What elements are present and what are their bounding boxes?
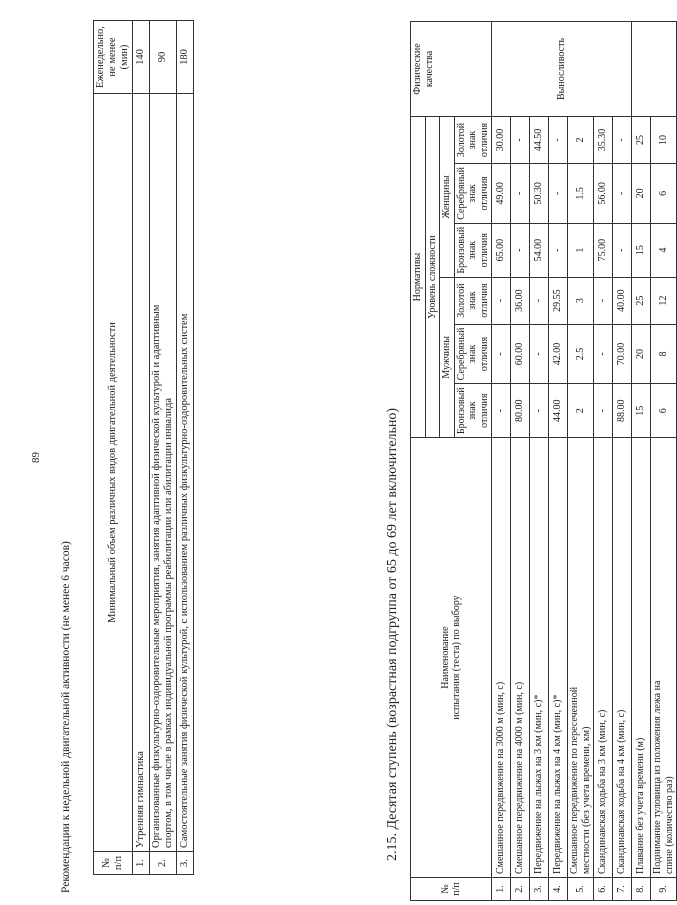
norm-value: 6: [651, 164, 677, 224]
norm-value: 54.00: [530, 223, 549, 277]
test-name: Смешанное передвижение на 4000 м (мин, с): [511, 438, 530, 878]
norm-value: -: [511, 164, 530, 224]
norm-value: 6: [651, 384, 677, 438]
test-name: Скандинавская ходьба на 3 км (мин, с): [594, 438, 613, 878]
norm-value: 88.00: [613, 384, 632, 438]
recommendations-title: Рекомендации к недельной двигательной активности (не менее 6 часов): [60, 541, 72, 893]
norm-value: 49.00: [492, 164, 511, 224]
norm-value: 56.00: [594, 164, 613, 224]
norm-value: 3: [568, 277, 594, 324]
header-gold-women: Золотой знак отличия: [454, 117, 492, 164]
col-activity: Минимальный объем различных видов двигательной деятельности: [94, 94, 133, 852]
weekly-minutes: 140: [133, 21, 150, 94]
row-number: 9.: [651, 878, 677, 901]
norm-value: 2: [568, 117, 594, 164]
norm-value: 44.00: [549, 384, 568, 438]
row-number: 3.: [177, 852, 194, 875]
norm-value: 44.50: [530, 117, 549, 164]
section-title: 2.15. Десятая ступень (возрастная подгруппа от 65 до 69 лет включительно): [385, 407, 400, 861]
norm-value: -: [511, 117, 530, 164]
norm-value: 15: [632, 223, 651, 277]
header-gold-men: Золотой знак отличия: [454, 277, 492, 324]
table-row: [549, 22, 568, 901]
test-name-line: Смешанное передвижение по пересеченной: [569, 686, 580, 874]
norm-value: 2: [568, 384, 594, 438]
norm-value: -: [549, 164, 568, 224]
test-name: Передвижение на лыжах на 4 км (мин, с)*: [549, 438, 568, 878]
row-number: 1.: [133, 852, 150, 875]
norm-value: 35.30: [594, 117, 613, 164]
test-name: Скандинавская ходьба на 4 км (мин, с): [613, 438, 632, 878]
header-line: испытания (теста) по выбору: [451, 595, 462, 720]
activity-name-line: спортом, в том числе в рамках индивидуальной программы реабилитации или абилитации инвалида: [163, 397, 175, 848]
norm-value: -: [549, 117, 568, 164]
physical-quality-empty: [632, 22, 677, 117]
table-row: [133, 21, 150, 875]
norm-value: -: [492, 384, 511, 438]
table-row: [177, 21, 194, 875]
norm-value: -: [530, 384, 549, 438]
col-test-name: [411, 438, 492, 878]
norm-value: -: [594, 384, 613, 438]
norm-value: -: [613, 164, 632, 224]
norm-value: -: [511, 223, 530, 277]
norm-value: -: [594, 324, 613, 384]
header-women: Женщины: [440, 117, 455, 278]
norm-value: 1.5: [568, 164, 594, 224]
row-number: 8.: [632, 878, 651, 901]
activity-name-line: Организованные физкультурно-оздоровительные мероприятия, занятия адаптивной физической культурой и адаптивным: [151, 304, 163, 848]
table-row: [594, 22, 613, 901]
physical-quality: Выносливость: [492, 22, 632, 117]
row-number: 6.: [594, 878, 613, 901]
header-bronze-women: Бронзовый знак отличия: [454, 223, 492, 277]
table-row: [568, 22, 594, 901]
table-row: [651, 22, 677, 901]
test-name: Плавание без учета времени (м): [632, 438, 651, 878]
norm-value: -: [530, 324, 549, 384]
norm-value: 20: [632, 164, 651, 224]
col-physical-quality: Физические качества: [411, 22, 492, 117]
norm-value: 10: [651, 117, 677, 164]
col-weekly: Еженедельно, не менее (мин): [94, 21, 133, 94]
activity-name: Самостоятельные занятия физической культурой, с использованием различных физкультурно-оздоровительных систем: [177, 94, 194, 852]
norm-value: 12: [651, 277, 677, 324]
activity-name: [150, 94, 177, 852]
test-name: [651, 438, 677, 878]
norm-value: -: [613, 117, 632, 164]
row-number: 4.: [549, 878, 568, 901]
test-name: Смешанное передвижение на 3000 м (мин, с): [492, 438, 511, 878]
table-row: [530, 22, 549, 901]
test-name-line: Поднимание туловища из положения лежа на: [652, 680, 663, 874]
table-row: [613, 22, 632, 901]
norm-value: 30.00: [492, 117, 511, 164]
header-line: Наименование: [439, 626, 451, 689]
norm-value: -: [549, 223, 568, 277]
norm-value: 42.00: [549, 324, 568, 384]
header-bronze-men: Бронзовый знак отличия: [454, 384, 492, 438]
norm-value: 15: [632, 384, 651, 438]
table-row: [492, 22, 511, 901]
norm-value: -: [492, 277, 511, 324]
row-number: 2.: [150, 852, 177, 875]
test-name-line: спине (количество раз): [663, 776, 675, 874]
norm-value: 29.55: [549, 277, 568, 324]
table-row: [511, 22, 530, 901]
norm-value: 25: [632, 277, 651, 324]
row-number: 7.: [613, 878, 632, 901]
row-number: 1.: [492, 878, 511, 901]
test-name: [568, 438, 594, 878]
norm-value: 65.00: [492, 223, 511, 277]
table-row: [632, 22, 651, 901]
row-number: 5.: [568, 878, 594, 901]
header-difficulty: Уровень сложности: [425, 117, 440, 438]
norm-value: 60.00: [511, 324, 530, 384]
norm-value: 70.00: [613, 324, 632, 384]
norm-value: 36.00: [511, 277, 530, 324]
norm-value: 8: [651, 324, 677, 384]
norm-value: 1: [568, 223, 594, 277]
norm-value: -: [594, 277, 613, 324]
norms-table: [410, 21, 677, 901]
norm-value: -: [492, 324, 511, 384]
norm-value: -: [530, 277, 549, 324]
norm-value: 80.00: [511, 384, 530, 438]
norm-value: 75.00: [594, 223, 613, 277]
header-silver-men: Серебряный знак отличия: [454, 324, 492, 384]
norm-value: 2.5: [568, 324, 594, 384]
norm-value: 50.30: [530, 164, 549, 224]
weekly-minutes: 90: [150, 21, 177, 94]
test-name: Передвижение на лыжах на 3 км (мин, с)*: [530, 438, 549, 878]
table-row: [150, 21, 177, 875]
norm-value: 40.00: [613, 277, 632, 324]
col-number: № п/п: [94, 852, 133, 875]
header-silver-women: Серебряный знак отличия: [454, 164, 492, 224]
weekly-minutes: 180: [177, 21, 194, 94]
norm-value: 20: [632, 324, 651, 384]
test-name-line: местности (без учета времени, км): [580, 726, 592, 874]
page-number: 89: [30, 452, 42, 463]
header-norms: Нормативы: [411, 117, 426, 438]
norm-value: 25: [632, 117, 651, 164]
activity-name: Утренняя гимнастика: [133, 94, 150, 852]
weekly-activity-table: [93, 20, 194, 875]
col-number: № п/п: [411, 878, 492, 901]
row-number: 2.: [511, 878, 530, 901]
header-men: Мужчины: [440, 277, 455, 438]
norm-value: -: [613, 223, 632, 277]
norm-value: 4: [651, 223, 677, 277]
row-number: 3.: [530, 878, 549, 901]
